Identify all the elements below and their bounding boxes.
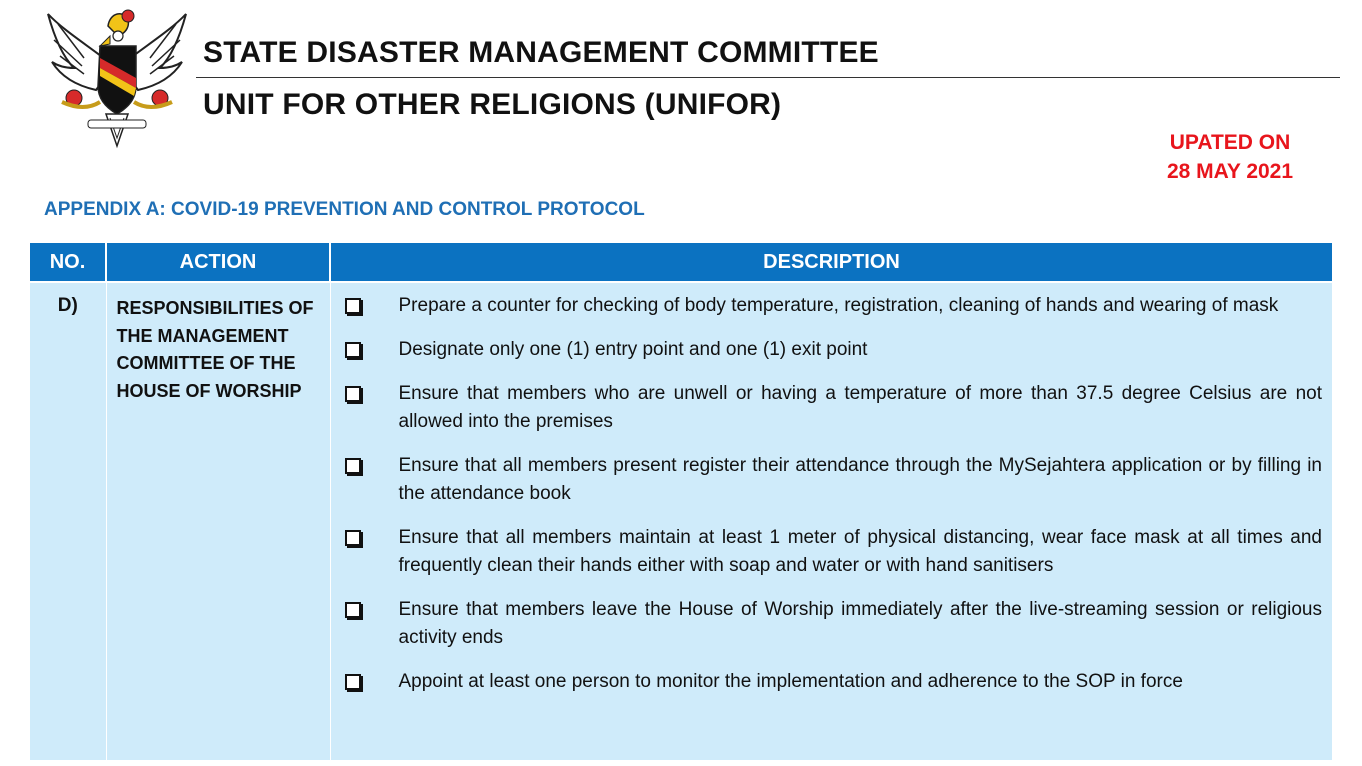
list-item-text: Ensure that members who are unwell or having a temperature of more than 37.5 degree Celsius are not allowed into the premises	[398, 383, 1322, 432]
column-header-no: NO.	[30, 243, 106, 282]
checkbox-bullet-icon	[345, 674, 361, 690]
checkbox-bullet-icon	[345, 602, 361, 618]
list-item	[331, 596, 1323, 652]
row-action: RESPONSIBILITIES OF THE MANAGEMENT COMMITTEE OF THE HOUSE OF WORSHIP	[106, 282, 330, 760]
appendix-title: APPENDIX A: COVID-19 PREVENTION AND CONTROL PROTOCOL	[44, 199, 645, 220]
committee-title: STATE DISASTER MANAGEMENT COMMITTEE	[203, 36, 879, 69]
list-item	[331, 668, 1323, 696]
protocol-table	[30, 243, 1332, 760]
updated-date: 28 MAY 2021	[1166, 160, 1294, 183]
row-description	[330, 282, 1332, 760]
checkbox-bullet-icon	[345, 386, 361, 402]
sarawak-coat-of-arms-icon	[44, 6, 190, 152]
checkbox-bullet-icon	[345, 530, 361, 546]
row-number: D)	[30, 282, 106, 760]
checkbox-bullet-icon	[345, 298, 361, 314]
list-item	[331, 380, 1323, 436]
list-item-text: Appoint at least one person to monitor the implementation and adherence to the SOP in force	[398, 671, 1183, 692]
checkbox-bullet-icon	[345, 458, 361, 474]
list-item	[331, 452, 1323, 508]
list-item-text: Ensure that all members present register their attendance through the MySejahtera application or by filling in the attendance book	[398, 455, 1322, 504]
table-header-row	[30, 243, 1332, 282]
list-item-text: Designate only one (1) entry point and one (1) exit point	[398, 339, 868, 360]
table-row	[30, 282, 1332, 760]
list-item	[331, 336, 1323, 364]
coat-of-arms-logo	[44, 6, 190, 152]
list-item-text: Ensure that members leave the House of Worship immediately after the live-streaming session or religious activity ends	[398, 599, 1322, 648]
column-header-description: DESCRIPTION	[330, 243, 1332, 282]
column-header-action: ACTION	[106, 243, 330, 282]
updated-label: UPATED ON	[1169, 131, 1291, 154]
checkbox-bullet-icon	[345, 342, 361, 358]
header-divider	[196, 77, 1340, 78]
update-notice	[1130, 128, 1330, 186]
list-item-text: Prepare a counter for checking of body temperature, registration, cleaning of hands and wearing of mask	[398, 295, 1279, 316]
description-list	[331, 292, 1323, 696]
unit-title: UNIT FOR OTHER RELIGIONS (UNIFOR)	[203, 88, 782, 121]
list-item	[331, 292, 1323, 320]
list-item-text: Ensure that all members maintain at least 1 meter of physical distancing, wear face mask at all times and frequently clean their hands either with soap and water or with hand sanitisers	[398, 527, 1322, 576]
list-item	[331, 524, 1323, 580]
